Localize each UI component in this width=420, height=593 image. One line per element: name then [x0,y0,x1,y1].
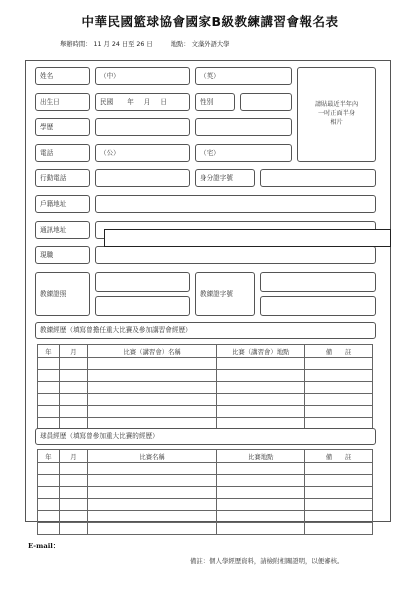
table-cell[interactable] [87,382,217,394]
table-row [38,475,373,487]
period-label: 舉辦時間： [60,41,92,48]
table-cell[interactable] [59,523,87,535]
table-cell[interactable] [217,358,305,370]
mailing-address-label: 通訊地址 [35,221,90,239]
coach-license-number-label: 教練證字號 [195,272,255,316]
coach-license-number-field-1[interactable] [260,272,376,292]
col-month: 月 [59,345,87,358]
table-row [38,394,373,406]
col-remarks: 備 註 [305,345,373,358]
col-year: 年 [38,345,60,358]
table-cell[interactable] [87,394,217,406]
table-cell[interactable] [305,475,373,487]
table-cell[interactable] [87,487,217,499]
table-cell[interactable] [59,394,87,406]
name-label: 姓名 [35,67,90,85]
place-label: 地點： [170,41,190,48]
birth-field[interactable]: 民國 年 月 日 [95,93,190,111]
photo-placeholder[interactable] [297,67,376,162]
player-history-table [37,449,373,535]
table-cell[interactable] [38,475,60,487]
period-value: 11 月 24 日至 26 日 [93,41,153,48]
registered-address-field[interactable] [95,195,376,213]
table-cell[interactable] [217,382,305,394]
table-cell[interactable] [217,475,305,487]
email-label: E-mail： [28,542,60,550]
table-cell[interactable] [38,358,60,370]
registered-address-label: 戶籍地址 [35,195,90,213]
table-cell[interactable] [38,382,60,394]
photo-text-3: 相片 [330,118,343,126]
table-cell[interactable] [87,358,217,370]
table-cell[interactable] [59,487,87,499]
table-row [38,487,373,499]
table-cell[interactable] [87,511,217,523]
coaching-history-header-row [38,345,373,358]
gender-field[interactable] [240,93,292,111]
mobile-label: 行動電話 [35,169,90,187]
table-cell[interactable] [305,358,373,370]
table-row [38,382,373,394]
table-cell[interactable] [59,370,87,382]
table-cell[interactable] [87,475,217,487]
table-row [38,370,373,382]
table-cell[interactable] [217,499,305,511]
table-cell[interactable] [87,370,217,382]
education-field-2[interactable] [195,118,292,136]
table-cell[interactable] [38,406,60,418]
table-cell[interactable] [38,370,60,382]
name-chinese-field[interactable]: （中） [95,67,190,85]
coach-license-field-2[interactable] [95,296,190,316]
footer-note: 備註：個人學經歷資料，請檢附相關證明，以便審核。 [190,557,344,565]
table-cell[interactable] [217,463,305,475]
table-cell[interactable] [305,487,373,499]
current-job-label: 現職 [35,246,90,264]
education-label: 學歷 [35,118,90,136]
table-cell[interactable] [217,523,305,535]
table-cell[interactable] [217,511,305,523]
col-year: 年 [38,450,60,463]
current-job-field[interactable] [95,246,376,264]
name-english-field[interactable]: （英） [195,67,292,85]
player-history-title: 球員經歷（填寫曾參加重大比賽的經歷） [35,428,376,445]
education-field-1[interactable] [95,118,190,136]
table-cell[interactable] [38,523,60,535]
table-row [38,463,373,475]
coach-license-label: 教練證照 [35,272,90,316]
place-value: 文藻外語大學 [191,41,230,48]
table-cell[interactable] [217,394,305,406]
coaching-history-title: 教練經歷（填寫曾擔任重大比賽及參加講習會經歷） [35,322,376,339]
col-event-location: 比賽（講習會）地點 [217,345,305,358]
table-cell[interactable] [59,382,87,394]
table-cell[interactable] [59,406,87,418]
id-number-label: 身分證字號 [195,169,255,187]
table-cell[interactable] [38,499,60,511]
col-event-name: 比賽（講習會）名稱 [87,345,217,358]
table-row [38,358,373,370]
table-cell[interactable] [217,487,305,499]
table-cell[interactable] [59,499,87,511]
table-cell[interactable] [87,523,217,535]
col-month: 月 [59,450,87,463]
table-cell[interactable] [59,463,87,475]
table-cell[interactable] [87,406,217,418]
mobile-field[interactable] [95,169,190,187]
table-cell[interactable] [217,370,305,382]
table-cell[interactable] [305,463,373,475]
phone-home-field[interactable]: （宅） [195,144,292,162]
col-event-name: 比賽名稱 [87,450,217,463]
table-cell[interactable] [38,487,60,499]
coach-license-field-1[interactable] [95,272,190,292]
table-cell[interactable] [305,382,373,394]
form-title: 中華民國籃球協會國家B級教練講習會報名表 [81,14,339,29]
table-cell[interactable] [38,511,60,523]
coach-license-number-field-2[interactable] [260,296,376,316]
table-cell[interactable] [87,463,217,475]
table-cell[interactable] [305,511,373,523]
table-cell[interactable] [305,406,373,418]
table-cell[interactable] [59,358,87,370]
table-cell[interactable] [38,394,60,406]
col-remarks: 備 註 [305,450,373,463]
table-cell[interactable] [305,499,373,511]
phone-label: 電話 [35,144,90,162]
table-cell[interactable] [305,523,373,535]
table-cell[interactable] [87,499,217,511]
table-cell[interactable] [217,406,305,418]
col-event-location: 比賽地點 [217,450,305,463]
table-row [38,511,373,523]
photo-text-2: 一吋正面半身 [317,110,356,117]
table-cell[interactable] [305,370,373,382]
phone-office-field[interactable]: （公） [95,144,190,162]
player-history-header-row [38,450,373,463]
coaching-history-table [37,344,373,430]
event-info [60,39,380,48]
photo-text-1: 請貼最近半年內 [314,101,359,109]
birth-label: 出生日 [35,93,90,111]
table-cell[interactable] [38,463,60,475]
table-row [38,499,373,511]
table-cell[interactable] [59,511,87,523]
id-number-field[interactable] [260,169,376,187]
overlay-box [104,229,391,247]
table-cell[interactable] [59,475,87,487]
table-row [38,523,373,535]
table-row [38,406,373,418]
table-cell[interactable] [305,394,373,406]
gender-label: 性別 [195,93,235,111]
